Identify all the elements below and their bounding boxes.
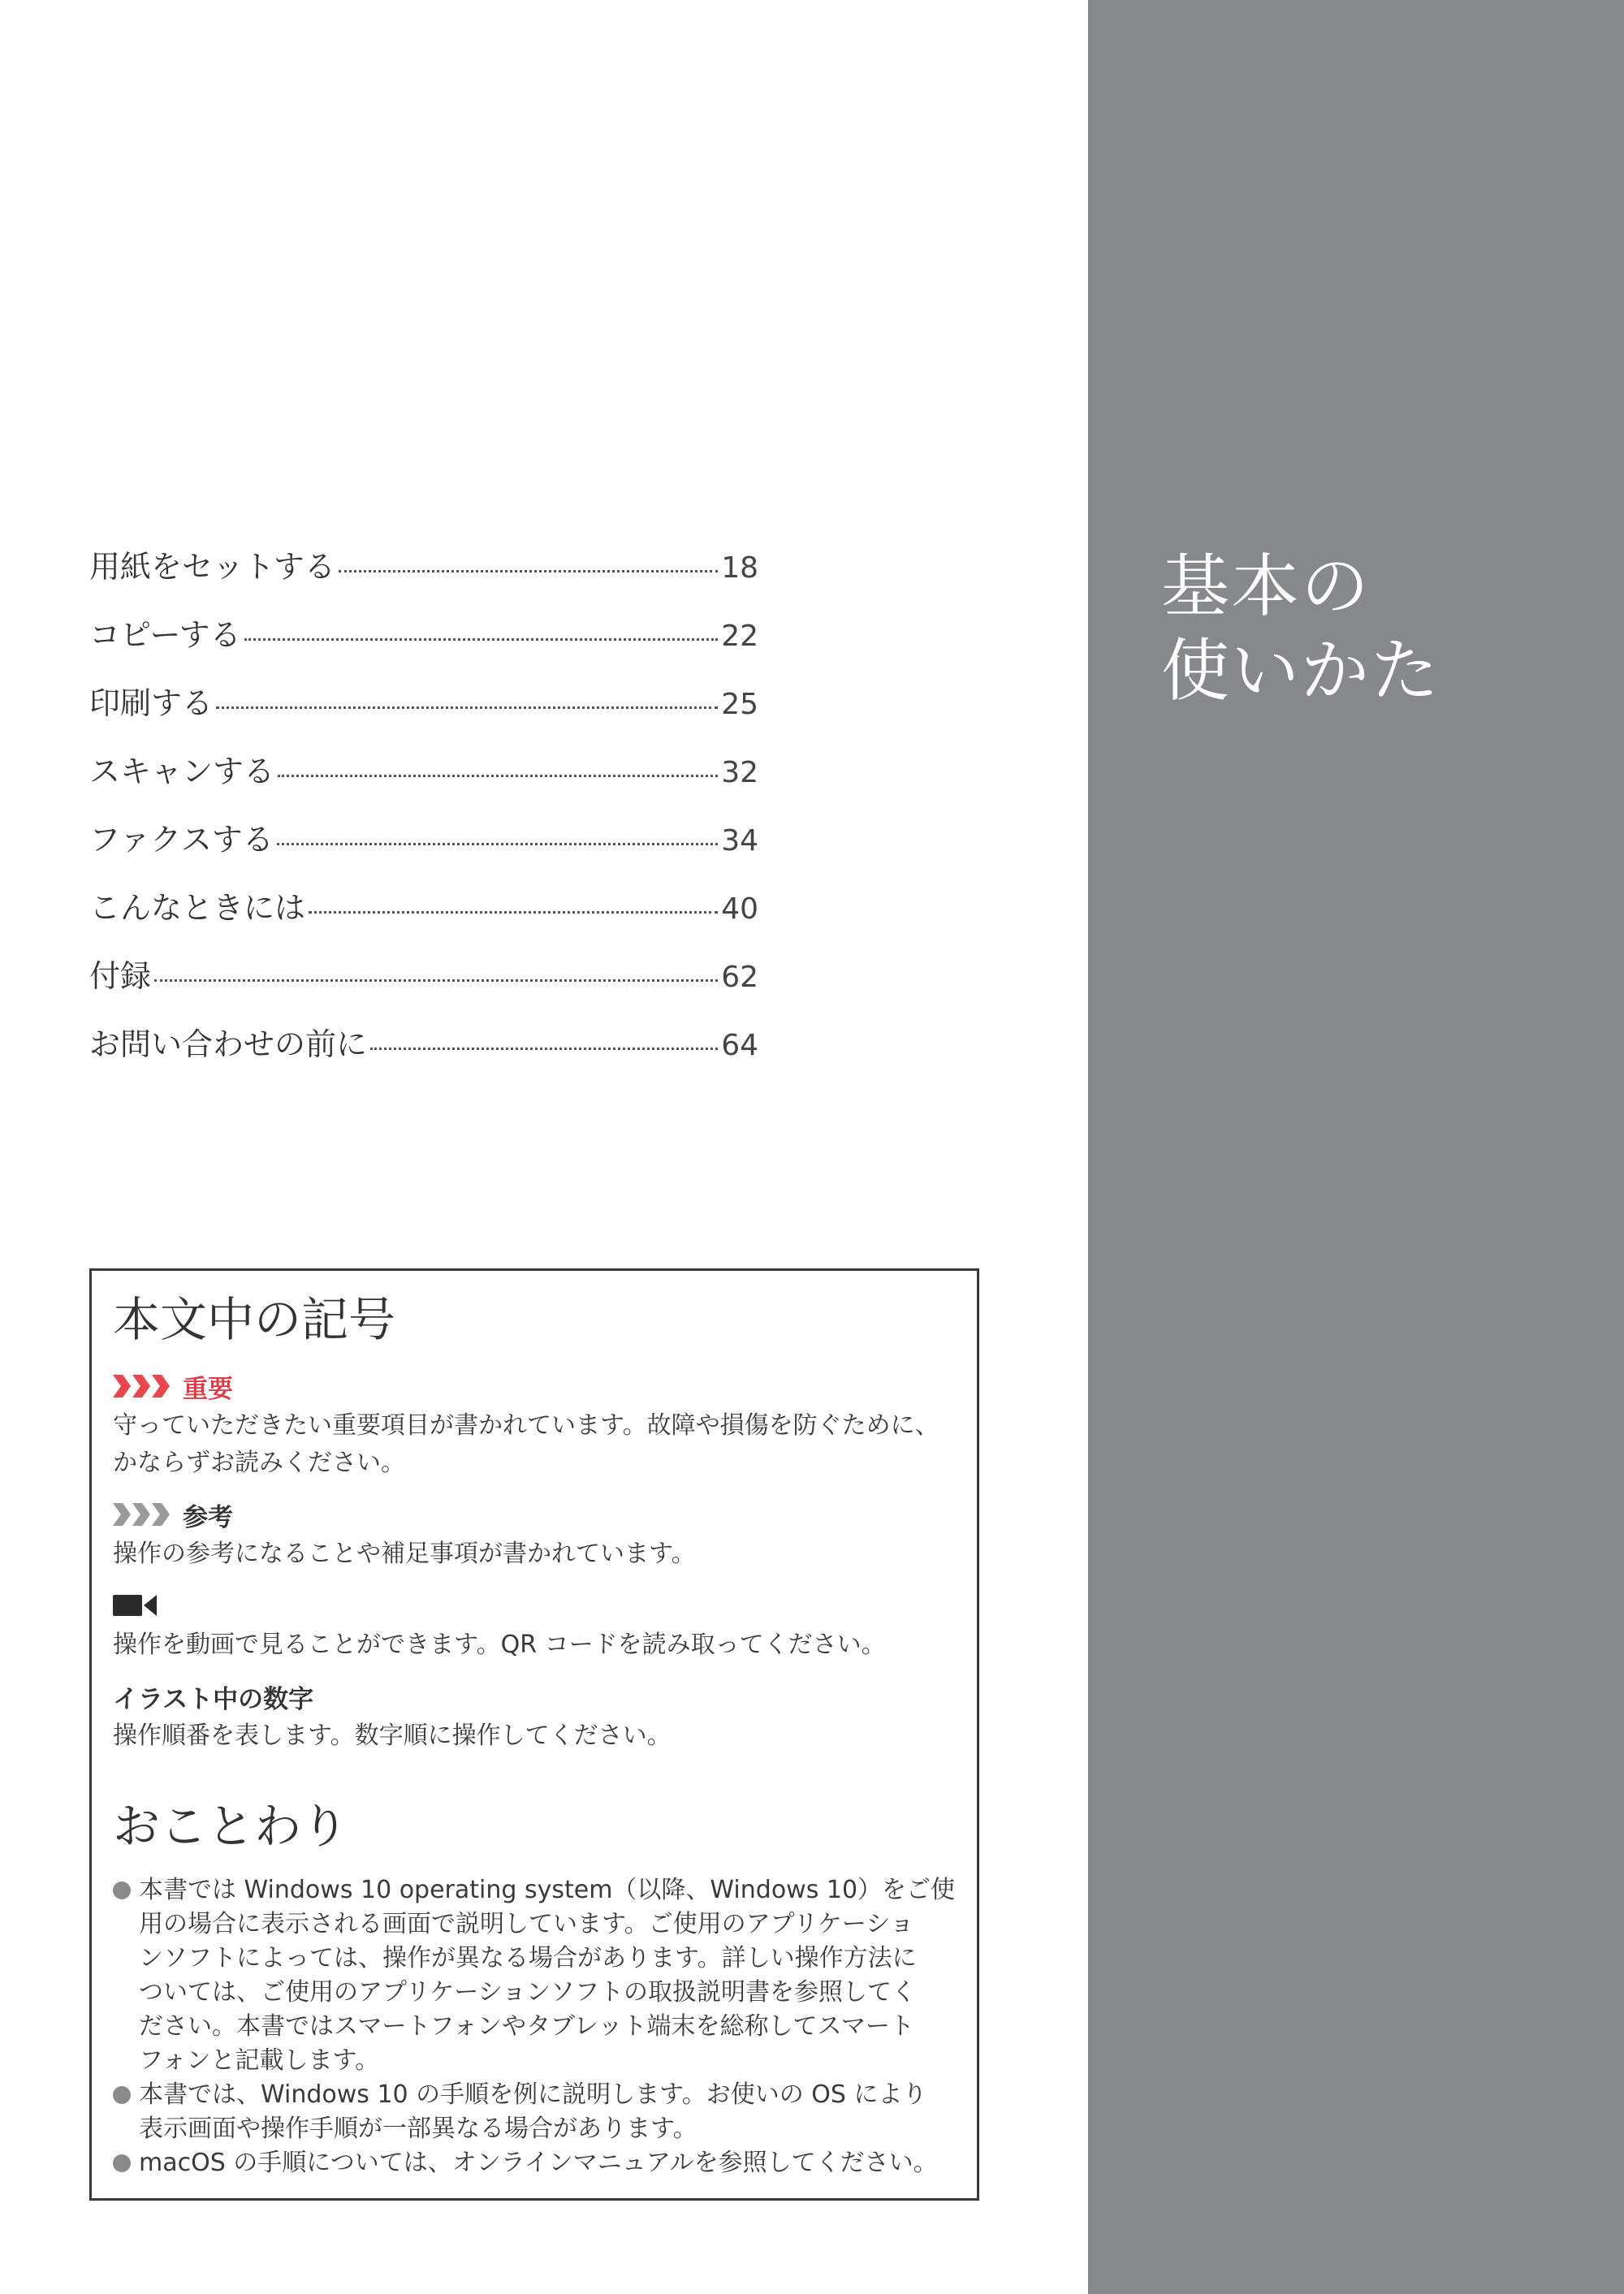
- toc-entry-label: 印刷する: [89, 685, 214, 721]
- important-description-line-2: かならずお読みください。: [113, 1449, 405, 1477]
- toc-entry-scan[interactable]: [89, 746, 758, 814]
- disclaimer-heading: おことわり: [113, 1799, 349, 1854]
- toc-entry-before-contact[interactable]: [89, 1019, 758, 1087]
- important-chevron-icon: [113, 1375, 171, 1398]
- toc-entry-print[interactable]: [89, 678, 758, 746]
- disclaimer-note: macOS の手順については、オンラインマニュアルを参照してください。: [113, 2146, 956, 2180]
- toc-dot-leader: [309, 911, 718, 914]
- important-label: 重要: [183, 1374, 233, 1404]
- reference-symbol-row: [113, 1497, 956, 1532]
- illustration-numbers-label: イラスト中の数字: [113, 1684, 314, 1714]
- toc-entry-page: 32: [721, 756, 758, 789]
- bullet-icon: [113, 2154, 131, 2172]
- toc-entry-fax[interactable]: [89, 814, 758, 883]
- video-symbol-row: [113, 1588, 956, 1623]
- toc-dot-leader: [277, 843, 718, 845]
- toc-entry-label: お問い合わせの前に: [89, 1026, 368, 1062]
- toc-entry-troubleshooting[interactable]: [89, 883, 758, 951]
- disclaimer-note: 本書では、Windows 10 の手順を例に説明します。お使いの OS により 表示画面や操作手順が一部異なる場合があります。: [113, 2078, 956, 2146]
- bullet-icon: [113, 1881, 131, 1899]
- toc-dot-leader: [339, 570, 718, 572]
- toc-entry-page: 34: [721, 824, 758, 858]
- illustration-numbers-description: 操作順番を表します。数字順に操作してください。: [113, 1722, 672, 1750]
- chapter-title: [1161, 544, 1440, 713]
- reference-description: 操作の参考になることや補足事項が書かれています。: [113, 1540, 696, 1568]
- disclaimer-notes: [113, 1873, 956, 2180]
- toc-entry-label: 用紙をセットする: [89, 549, 335, 585]
- chapter-side-panel: [1088, 0, 1624, 2294]
- toc-entry-copy[interactable]: [89, 610, 758, 678]
- toc-dot-leader: [370, 1048, 718, 1050]
- bullet-icon: [113, 2086, 131, 2104]
- disclaimer-note: 本書では Windows 10 operating system（以降、Windows 10）をご使 用の場合に表示される画面で説明しています。ご使用のアプリケーショ ンソフトによっては、操作が異なる場合があります。詳しい操作方法に ついては、ご使用のアプリケーションソフトの取扱説明書を参照してく ださい。本書ではスマートフォンやタブレット端末を総称してスマート フォンと記載します。: [113, 1873, 956, 2078]
- toc-dot-leader: [244, 638, 719, 641]
- toc-entry-appendix[interactable]: [89, 951, 758, 1019]
- symbols-heading: 本文中の記号: [113, 1292, 396, 1347]
- video-description: 操作を動画で見ることができます。QR コードを読み取ってください。: [113, 1631, 886, 1659]
- illustration-numbers-row: [113, 1678, 956, 1714]
- toc-entry-page: 62: [721, 961, 758, 994]
- toc-entry-page: 18: [721, 551, 758, 585]
- video-camera-icon: [113, 1595, 157, 1616]
- toc-dot-leader: [216, 706, 718, 709]
- important-symbol-row: [113, 1368, 956, 1404]
- table-of-contents: [89, 542, 758, 1087]
- toc-entry-load-paper[interactable]: [89, 542, 758, 610]
- important-description-line-1: 守っていただきたい重要項目が書かれています。故障や損傷を防ぐために、: [113, 1411, 939, 1440]
- reference-chevron-icon: [113, 1503, 171, 1526]
- toc-dot-leader: [154, 979, 718, 982]
- toc-entry-label: コピーする: [89, 617, 241, 653]
- toc-entry-page: 64: [721, 1029, 758, 1062]
- toc-entry-label: ファクスする: [89, 822, 274, 858]
- toc-entry-page: 22: [721, 620, 758, 653]
- chapter-title-line-1: 基本の: [1161, 546, 1371, 626]
- reference-label: 参考: [183, 1502, 233, 1532]
- toc-entry-label: 付録: [89, 958, 152, 994]
- important-description: [113, 1407, 956, 1482]
- toc-dot-leader: [278, 775, 718, 777]
- toc-entry-label: スキャンする: [89, 754, 275, 789]
- toc-entry-page: 25: [721, 688, 758, 721]
- chapter-title-line-2: 使いかた: [1161, 631, 1441, 711]
- toc-entry-label: こんなときには: [89, 890, 306, 926]
- symbols-and-notes-box: [89, 1268, 979, 2201]
- toc-entry-page: 40: [721, 892, 758, 926]
